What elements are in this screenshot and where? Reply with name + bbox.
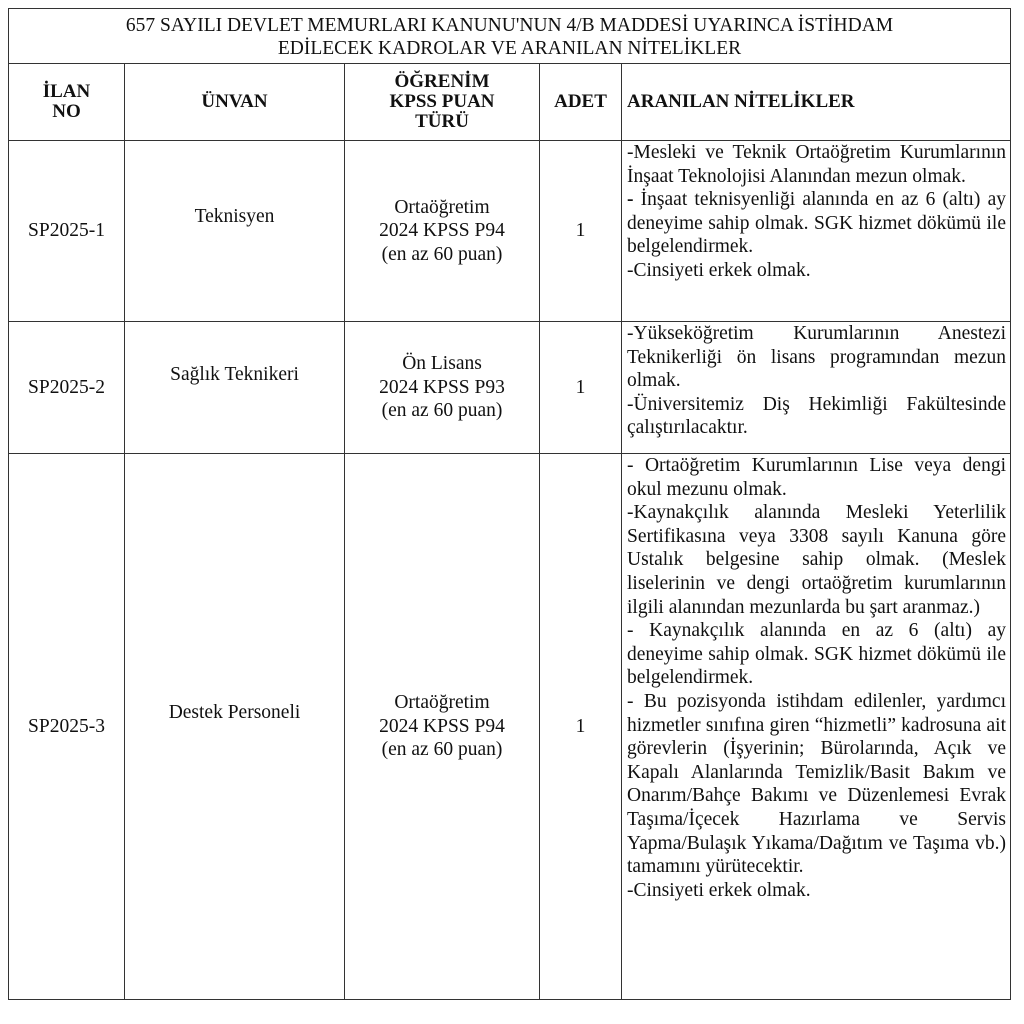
- cell-adet: 1: [540, 322, 622, 454]
- header-nitelikler: ARANILAN NİTELİKLER: [622, 64, 1011, 141]
- table-title: [9, 9, 1011, 64]
- header-row: [9, 64, 1011, 141]
- title-line-1: 657 SAYILI DEVLET MEMURLARI KANUNU'NUN 4/B MADDESİ UYARINCA İSTİHDAM: [125, 15, 894, 36]
- table-row: [9, 322, 1011, 454]
- cell-nitelikler: [622, 454, 1011, 1000]
- requirement-item: - Ortaöğretim Kurumlarının Lise veya dengi okul mezunu olmak.: [627, 455, 1006, 500]
- cell-ilan-no: SP2025-2: [9, 322, 125, 454]
- requirement-item: -Cinsiyeti erkek olmak.: [627, 879, 811, 901]
- cell-adet: 1: [540, 141, 622, 322]
- table-row: [9, 141, 1011, 322]
- cell-ogrenim: Ortaöğretim 2024 KPSS P94 (en az 60 puan): [345, 454, 540, 1000]
- table-row: [9, 454, 1011, 1000]
- cell-adet: 1: [540, 454, 622, 1000]
- title-line-2: EDİLECEK KADROLAR VE ARANILAN NİTELİKLER: [277, 38, 742, 59]
- cell-nitelikler: [622, 141, 1011, 322]
- cell-unvan: Teknisyen: [125, 141, 345, 322]
- cell-ilan-no: SP2025-3: [9, 454, 125, 1000]
- header-ogrenim: ÖĞRENİM KPSS PUAN TÜRÜ: [345, 64, 540, 141]
- requirement-item: -Yükseköğretim Kurumlarının Anestezi Teknikerliği ön lisans programından mezun olmak.: [627, 323, 1006, 392]
- header-adet: ADET: [540, 64, 622, 141]
- requirement-item: -Üniversitemiz Diş Hekimliği Fakültesinde çalıştırılacaktır.: [627, 393, 1006, 439]
- header-ilan-no: İLAN NO: [9, 64, 125, 141]
- cell-unvan: Destek Personeli: [125, 454, 345, 1000]
- cell-ogrenim: Ortaöğretim 2024 KPSS P94 (en az 60 puan): [345, 141, 540, 322]
- cell-nitelikler: [622, 322, 1011, 454]
- cell-ilan-no: SP2025-1: [9, 141, 125, 322]
- requirement-item: - Bu pozisyonda istihdam edilenler, yardımcı hizmetler sınıfına giren “hizmetli” kadrosuna ait görevlerin (İşyerinin; Bürolarında, Açık ve Kapalı Alanlarında Temizlik/Basit Bakım ve Onarım/Bahçe Bakımı ve Düzenlemesi Evrak Taşıma/İçecek Hazırlama ve Servis Yapma/Bulaşık Yıkama/Dağıtım ve Taşıma vb.) tamamını yürütecektir.: [627, 690, 1006, 878]
- cell-unvan: Sağlık Teknikeri: [125, 322, 345, 454]
- requirement-item: -Cinsiyeti erkek olmak.: [627, 259, 811, 281]
- cell-ogrenim: Ön Lisans 2024 KPSS P93 (en az 60 puan): [345, 322, 540, 454]
- requirement-item: - İnşaat teknisyenliği alanında en az 6 (altı) ay deneyime sahip olmak. SGK hizmet dökümü ile belgelendirmek.: [627, 189, 1006, 258]
- requirement-item: - Kaynakçılık alanında en az 6 (altı) ay deneyime sahip olmak. SGK hizmet dökümü ile belgelendirmek.: [627, 620, 1006, 689]
- requirement-item: -Kaynakçılık alanında Mesleki Yeterlilik Sertifikasına veya 3308 sayılı Kanuna göre Ustalık belgesine sahip olmak. (Meslek liselerinin ve dengi ortaöğretim kurumlarının ilgili alanından mezunlarda bu şart aranmaz.): [627, 502, 1006, 618]
- requirement-item: -Mesleki ve Teknik Ortaöğretim Kurumlarının İnşaat Teknolojisi Alanından mezun olmak.: [627, 142, 1006, 187]
- header-unvan: ÜNVAN: [125, 64, 345, 141]
- positions-table: [8, 8, 1011, 1000]
